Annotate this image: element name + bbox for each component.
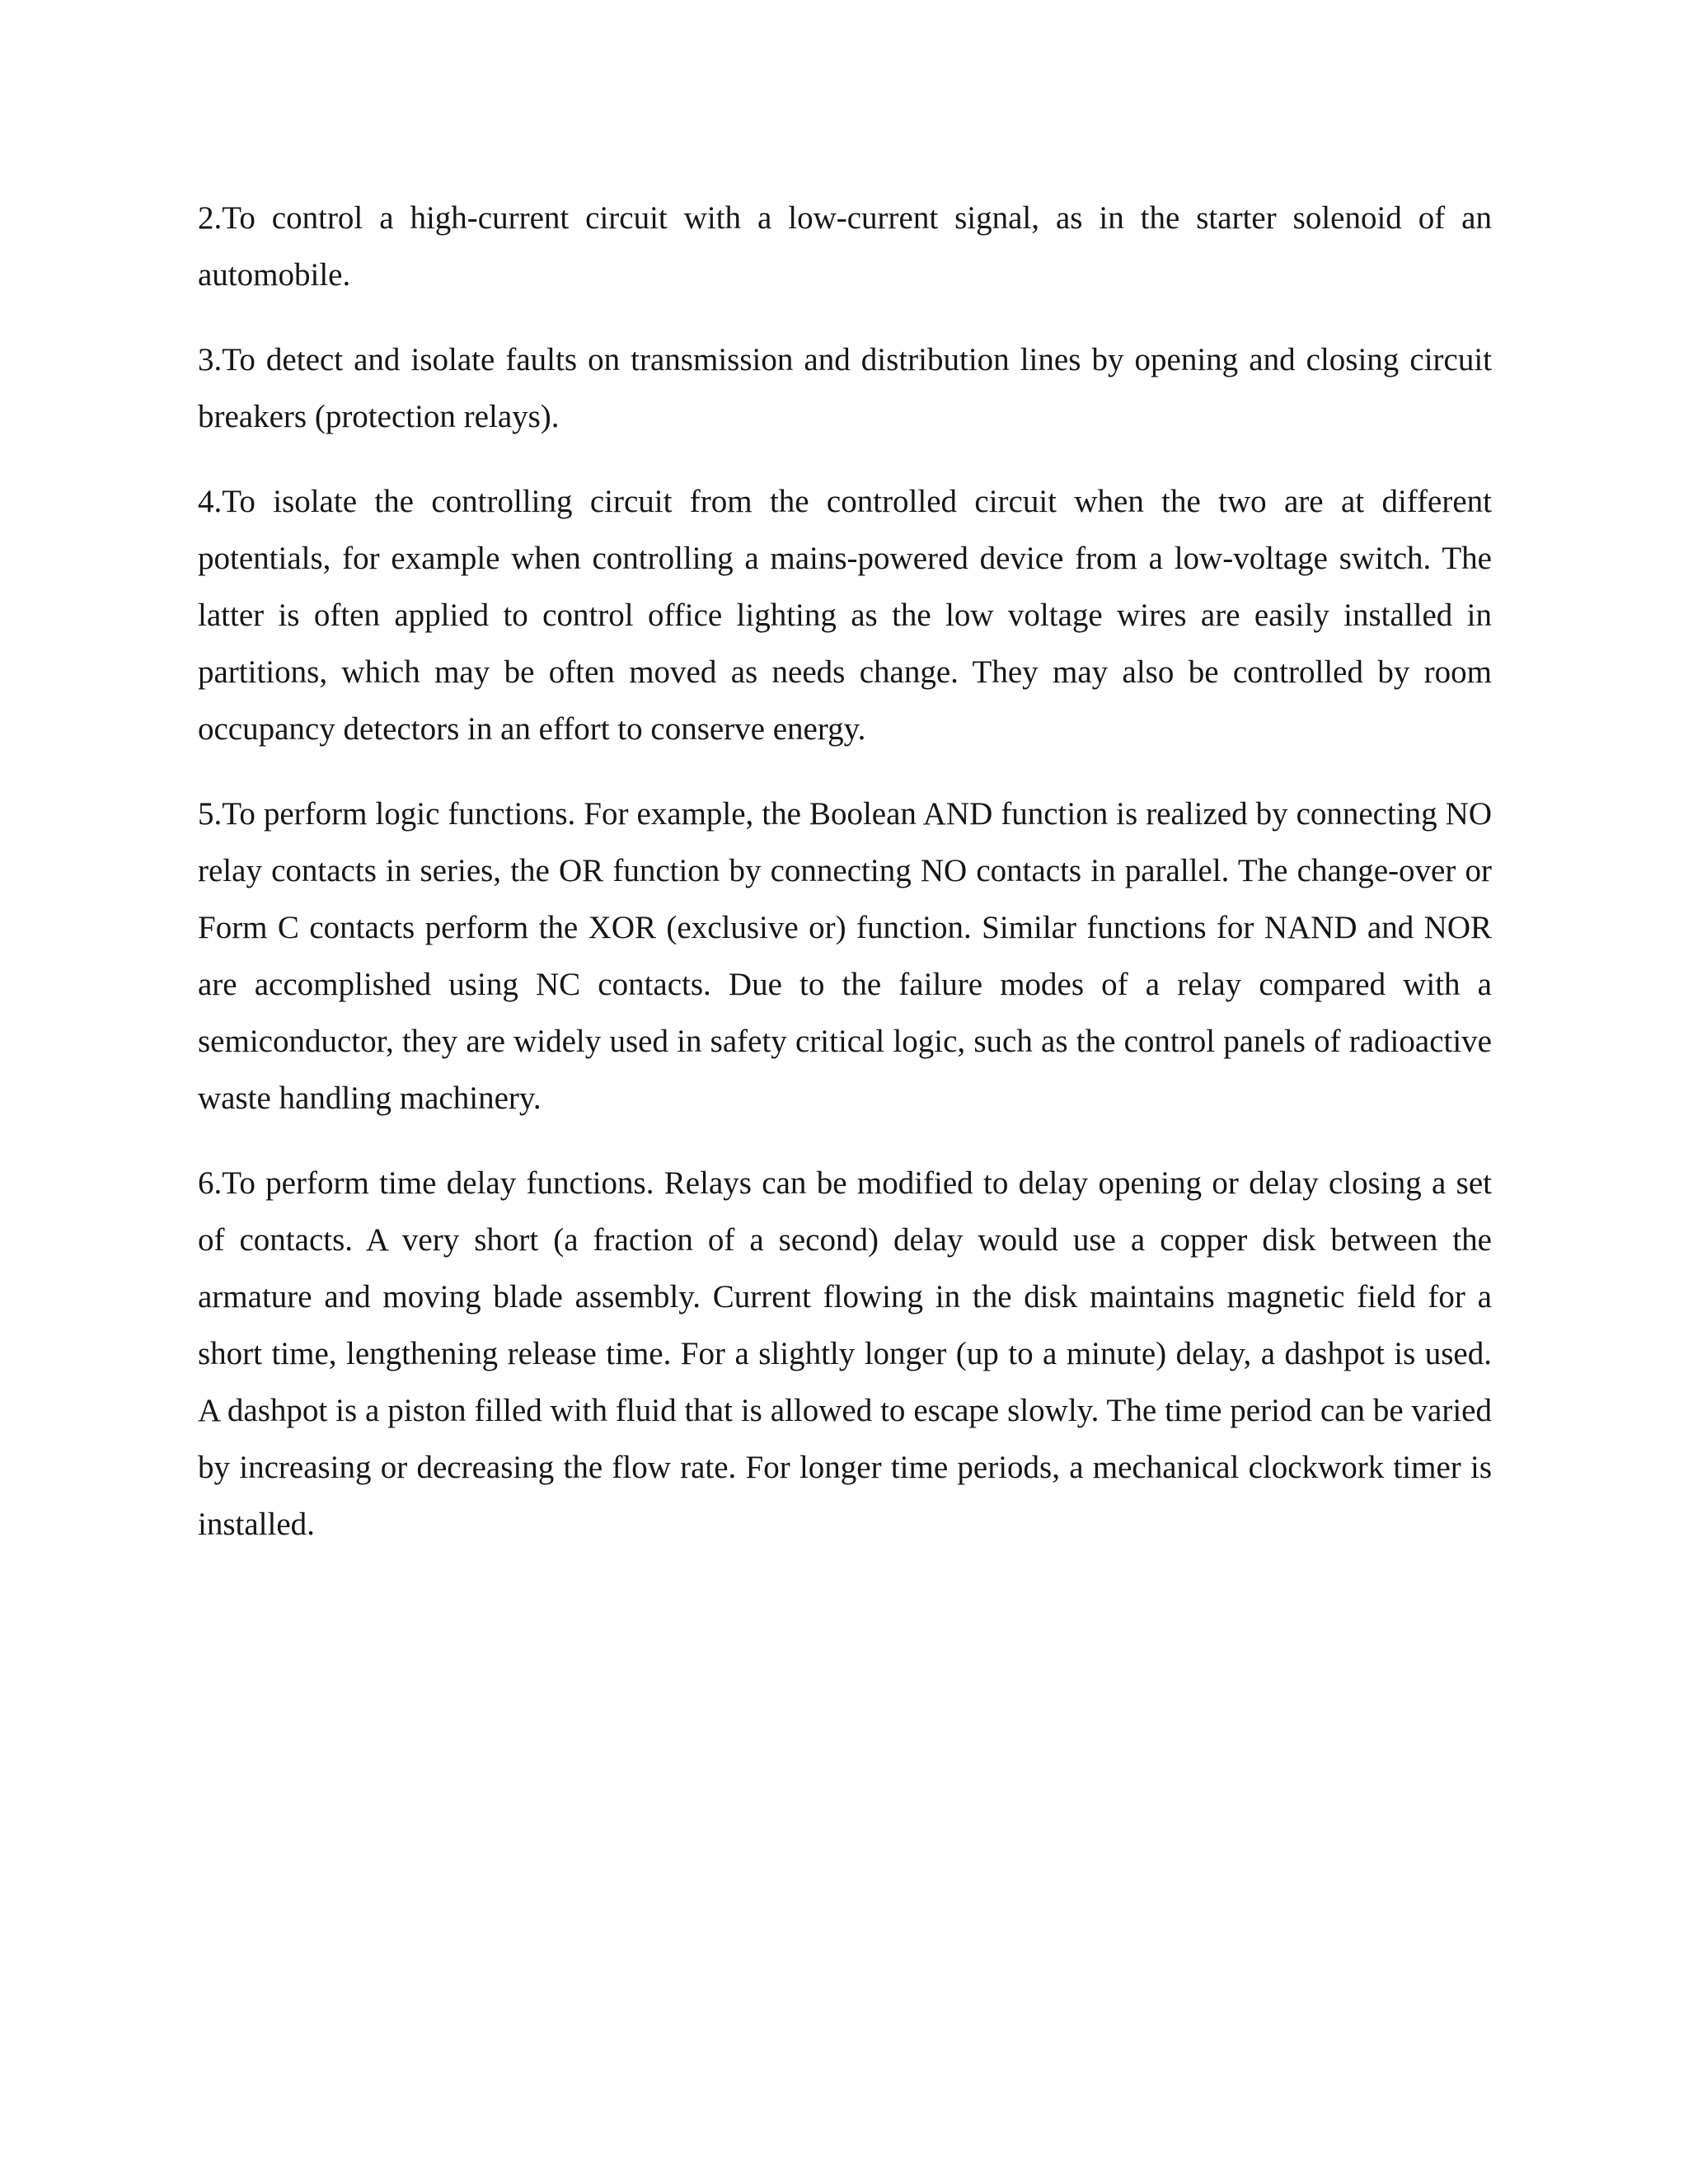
paragraph-item-2: 2.To control a high-current circuit with a low-current signal, as in the starter solenoid of an automobile. — [198, 200, 1492, 293]
document-body — [198, 190, 1492, 1581]
paragraph-item-3: 3.To detect and isolate faults on transmission and distribution lines by opening and closing circuit breakers (protection relays). — [198, 342, 1492, 434]
paragraph-item-4: 4.To isolate the controlling circuit from the controlled circuit when the two are at different potentials, for example when controlling a mains-powered device from a low-voltage switch. The latter is often applied to control office lighting as the low voltage wires are easily installed in partitions, which may be often moved as needs change. They may also be controlled by room occupancy detectors in an effort to conserve energy. — [198, 484, 1492, 747]
paragraph-item-6: 6.To perform time delay functions. Relays can be modified to delay opening or delay closing a set of contacts. A very short (a fraction of a second) delay would use a copper disk between the armature and moving blade assembly. Current flowing in the disk maintains magnetic field for a short time, lengthening release time. For a slightly longer (up to a minute) delay, a dashpot is used. A dashpot is a piston filled with fluid that is allowed to escape slowly. The time period can be varied by increasing or decreasing the flow rate. For longer time periods, a mechanical clockwork timer is installed. — [198, 1165, 1492, 1542]
paragraph-item-5: 5.To perform logic functions. For example, the Boolean AND function is realized by connecting NO relay contacts in series, the OR function by connecting NO contacts in parallel. The change-over or Form C contacts perform the XOR (exclusive or) function. Similar functions for NAND and NOR are accomplished using NC contacts. Due to the failure modes of a relay compared with a semiconductor, they are widely used in safety critical logic, such as the control panels of radioactive waste handling machinery. — [198, 796, 1492, 1116]
